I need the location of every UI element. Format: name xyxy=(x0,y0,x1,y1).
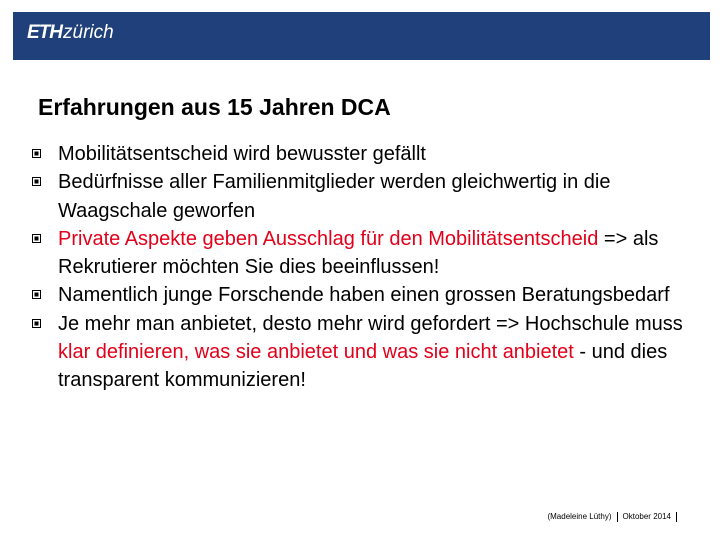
bullet-item xyxy=(32,225,692,282)
bullet-text-highlight: klar definieren, was sie anbietet und was sie nicht anbietet xyxy=(58,341,574,364)
bullet-text: Je mehr man anbietet, desto mehr wird gefordert => Hochschule muss xyxy=(58,312,683,335)
bullet-text: - und dies transparent kommunizieren! xyxy=(58,341,668,392)
square-bullet-icon xyxy=(32,177,41,186)
footer-author: (Madeleine Lüthy) xyxy=(547,512,612,522)
logo-eth-text: ETH xyxy=(27,22,62,43)
slide-title: Erfahrungen aus 15 Jahren DCA xyxy=(38,94,391,120)
footer-date: Oktober 2014 xyxy=(622,512,671,522)
logo-zurich-text: zürich xyxy=(63,22,114,43)
bullet-text: Namentlich junge Forschende haben einen grossen Beratungsbedarf xyxy=(58,284,670,307)
bullet-item xyxy=(32,310,692,395)
square-bullet-icon xyxy=(32,234,41,243)
bullet-item xyxy=(32,140,692,168)
bullet-list xyxy=(32,140,692,395)
bullet-text-highlight: Private Aspekte geben Ausschlag für den Mobilitätsentscheid xyxy=(58,227,599,250)
bullet-text: Bedürfnisse aller Familienmitglieder werden gleichwertig in die Waagschale geworfen xyxy=(58,171,611,222)
square-bullet-icon xyxy=(32,319,41,328)
footer xyxy=(547,512,682,522)
square-bullet-icon xyxy=(32,149,41,158)
bullet-text: => als Rekrutierer möchten Sie dies beeinflussen! xyxy=(58,227,659,279)
bullet-text: Mobilitätsentscheid wird bewusster gefällt xyxy=(58,143,426,165)
bullet-item xyxy=(32,281,692,309)
footer-divider xyxy=(617,512,618,522)
header-bar xyxy=(13,12,710,60)
bullet-item xyxy=(32,168,692,225)
footer-divider xyxy=(676,512,677,522)
eth-zurich-logo xyxy=(27,22,114,44)
square-bullet-icon xyxy=(32,290,41,299)
